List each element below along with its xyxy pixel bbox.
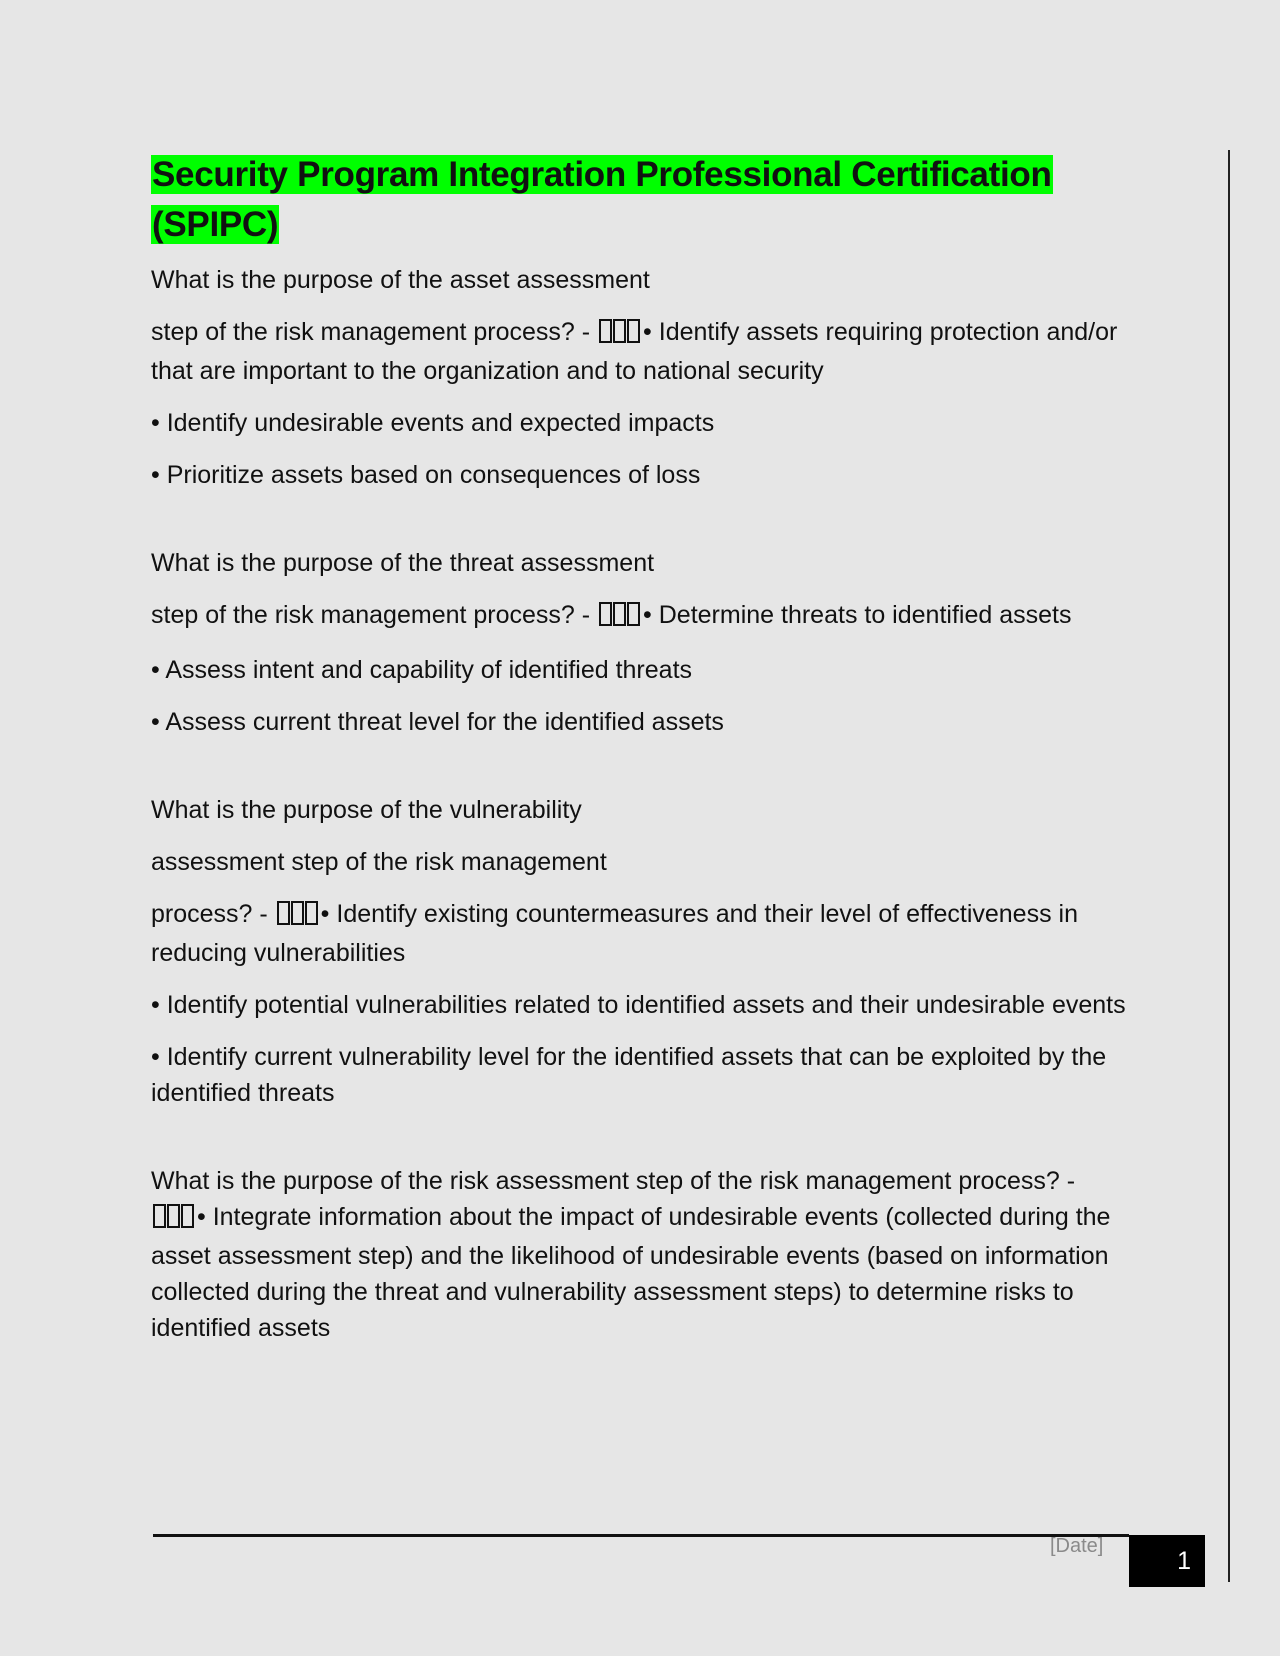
answer-3-bullet-1: • Identify potential vulnerabilities related to identified assets and their undesirable events xyxy=(151,991,1126,1019)
footer-date: [Date] xyxy=(1050,1535,1104,1557)
missing-glyph-icon xyxy=(599,317,641,353)
paragraph-spacer xyxy=(151,509,1126,545)
document-title-text: Security Program Integration Professional Certification (SPIPC) xyxy=(152,155,1052,244)
question-3-line-3: process? - xyxy=(151,900,275,928)
question-1-line-1: What is the purpose of the asset assessment xyxy=(151,266,650,294)
answer-2-bullet-2: • Assess current threat level for the identified assets xyxy=(151,708,724,736)
answer-1-bullet-2: • Prioritize assets based on consequences of loss xyxy=(151,461,701,489)
question-2-line-1: What is the purpose of the threat assessment xyxy=(151,549,655,577)
question-1-line-2: step of the risk management process? - xyxy=(151,318,598,346)
question-3-line-1: What is the purpose of the vulnerability xyxy=(151,796,582,824)
missing-glyph-icon xyxy=(277,899,319,935)
page-number-box xyxy=(1129,1535,1205,1587)
footer-rule xyxy=(153,1534,1129,1537)
missing-glyph-icon xyxy=(153,1202,195,1238)
answer-3-text: • Identify existing countermeasures and their level of effectiveness in reducing vulnerabilities xyxy=(151,900,1078,967)
page-number: 1 xyxy=(1177,1546,1191,1575)
document-title xyxy=(151,150,1126,250)
answer-2-bullet-1: • Assess intent and capability of identified threats xyxy=(151,656,693,684)
paragraph-spacer xyxy=(151,1127,1126,1163)
right-margin-rule xyxy=(1228,150,1230,1582)
document-body xyxy=(151,150,1126,1362)
question-2-line-2: step of the risk management process? - xyxy=(151,601,598,629)
question-4-answer xyxy=(151,1163,1126,1346)
question-2-answer xyxy=(151,597,1126,636)
question-1-answer xyxy=(151,314,1126,389)
answer-2-text: • Determine threats to identified assets xyxy=(643,601,1072,629)
answer-1-bullet-1: • Identify undesirable events and expected impacts xyxy=(151,409,715,437)
question-3-answer xyxy=(151,896,1126,971)
answer-3-bullet-2: • Identify current vulnerability level for the identified assets that can be exploited by the identified threats xyxy=(151,1043,1107,1107)
question-3-line-2: assessment step of the risk management xyxy=(151,848,607,876)
missing-glyph-icon xyxy=(599,600,641,636)
answer-4-text: • Integrate information about the impact of undesirable events (collected during the asset assessment step) and the likelihood of undesirable events (based on information collected during the threat and vulnerability assessment steps) to determine risks to identified assets xyxy=(151,1203,1111,1342)
answer-1-text: • Identify assets requiring protection and/or that are important to the organization and to national security xyxy=(151,318,1118,385)
paragraph-spacer xyxy=(151,756,1126,792)
question-4-text: What is the purpose of the risk assessment step of the risk management process? - xyxy=(151,1167,1076,1195)
